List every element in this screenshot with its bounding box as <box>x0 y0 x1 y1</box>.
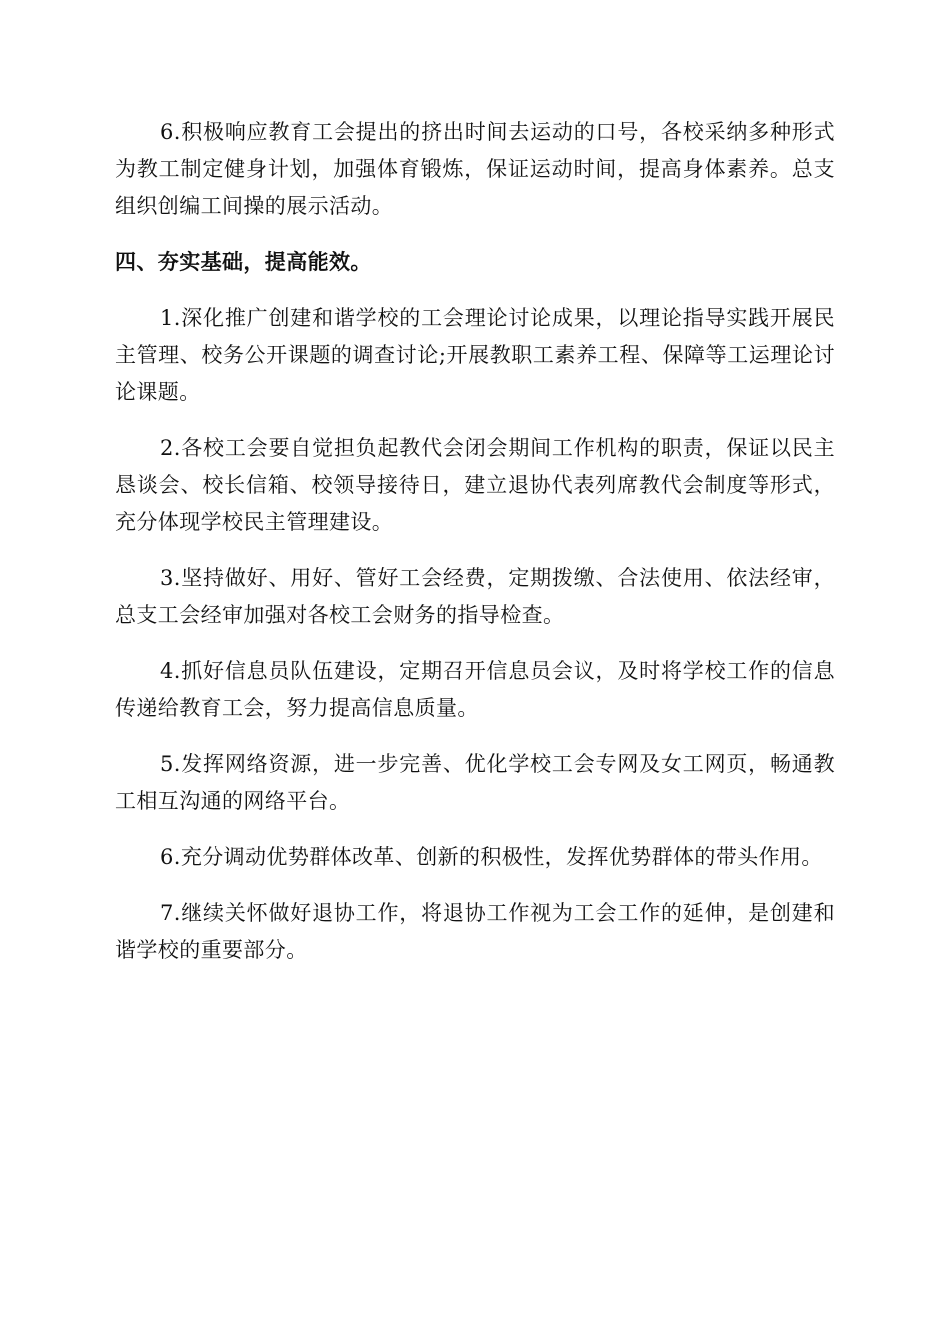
list-item: 5.发挥网络资源，进一步完善、优化学校工会专网及女工网页，畅通教工相互沟通的网络平台。 <box>115 752 835 813</box>
list-item: 7.继续关怀做好退协工作，将退协工作视为工会工作的延伸，是创建和谐学校的重要部分。 <box>115 901 835 962</box>
list-item: 4.抓好信息员队伍建设，定期召开信息员会议，及时将学校工作的信息传递给教育工会，努力提高信息质量。 <box>115 659 835 720</box>
list-item: 3.坚持做好、用好、管好工会经费，定期拨缴、合法使用、依法经审，总支工会经审加强对各校工会财务的指导检查。 <box>115 566 835 627</box>
list-item: 2.各校工会要自觉担负起教代会闭会期间工作机构的职责，保证以民主恳谈会、校长信箱、校领导接待日，建立退协代表列席教代会制度等形式，充分体现学校民主管理建设。 <box>115 436 835 534</box>
document-body <box>115 114 835 988</box>
list-item: 1.深化推广创建和谐学校的工会理论讨论成果，以理论指导实践开展民主管理、校务公开课题的调查讨论;开展教职工素养工程、保障等工运理论讨论课题。 <box>115 306 835 404</box>
intro-paragraph: 6.积极响应教育工会提出的挤出时间去运动的口号，各校采纳多种形式为教工制定健身计划，加强体育锻炼，保证运动时间，提高身体素养。总支组织创编工间操的展示活动。 <box>115 120 835 218</box>
list-item: 6.充分调动优势群体改革、创新的积极性，发挥优势群体的带头作用。 <box>160 845 823 869</box>
section-heading: 四、夯实基础，提高能效。 <box>115 250 372 274</box>
